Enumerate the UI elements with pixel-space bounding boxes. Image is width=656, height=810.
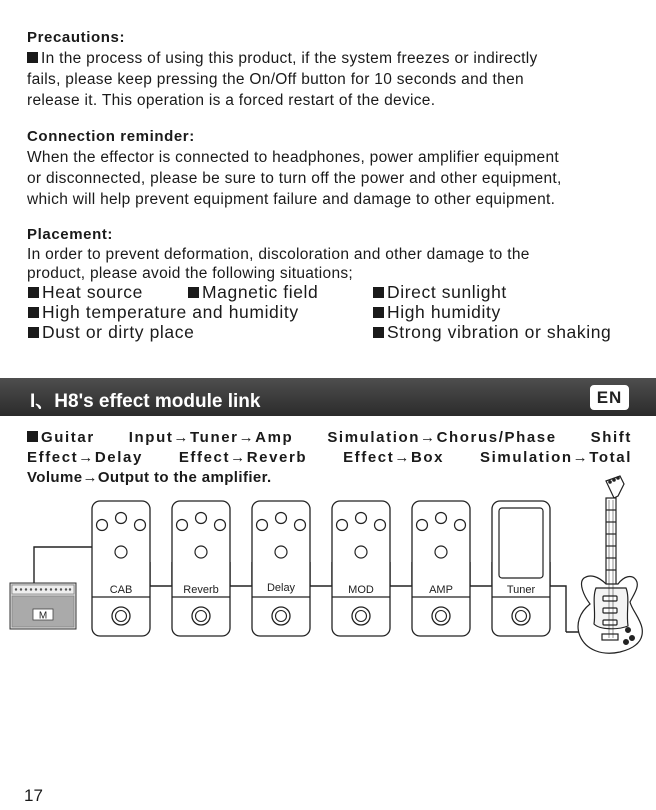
bullet-square — [28, 327, 39, 338]
amp-label: M — [38, 610, 48, 622]
bullet-square — [188, 287, 199, 298]
pedal-label: CAB — [109, 584, 133, 596]
precautions-line: release it. This operation is a forced restart of the device. — [27, 92, 436, 109]
pedal-label: Delay — [266, 582, 296, 594]
precautions-line: In the process of using this product, if the system freezes or indirectly — [41, 50, 538, 67]
connection-line: When the effector is connected to headphones, power amplifier equipment — [27, 149, 559, 166]
chain-line: Volume→Output to the amplifier. — [27, 469, 272, 486]
bullet-square — [28, 307, 39, 318]
page-number: 17 — [24, 786, 43, 805]
bullet-square — [28, 287, 39, 298]
bullet-square — [373, 327, 384, 338]
pedal-cab — [92, 501, 150, 636]
precautions-line: fails, please keep pressing the On/Off button for 10 seconds and then — [27, 71, 524, 88]
condition-item: High temperature and humidity — [28, 302, 299, 322]
bullet-square — [27, 431, 38, 442]
placement-title: Placement: — [27, 226, 114, 243]
condition-item: Heat source — [28, 282, 143, 302]
condition-item: High humidity — [373, 302, 501, 322]
precautions-section — [27, 28, 637, 111]
connection-text — [27, 147, 637, 210]
connection-section — [27, 127, 637, 210]
pedal-tuner — [492, 501, 550, 636]
bullet-square — [373, 287, 384, 298]
precautions-text — [27, 48, 637, 111]
connection-title: Connection reminder: — [27, 128, 195, 145]
connection-line: which will help prevent equipment failure and damage to other equipment. — [27, 191, 556, 208]
placement-line: product, please avoid the following situations; — [27, 265, 354, 282]
amplifier-icon — [10, 583, 76, 629]
section-title: I、H8's effect module link — [30, 391, 261, 412]
pedal-label: MOD — [348, 584, 374, 596]
bullet-square — [373, 307, 384, 318]
section-banner — [0, 378, 656, 416]
connection-line: or disconnected, please be sure to turn off the power and other equipment, — [27, 170, 562, 187]
precautions-title: Precautions: — [27, 29, 126, 46]
language-badge: EN — [590, 385, 629, 410]
bullet-square — [27, 52, 38, 63]
effect-chain-diagram — [0, 470, 656, 770]
pedal-label: Tuner — [506, 584, 536, 596]
pedal-mod — [332, 501, 390, 636]
pedal-label: Reverb — [183, 584, 219, 596]
placement-section — [27, 225, 637, 283]
chain-line: Effect→Delay Effect→Reverb Effect→Box Simulation→Total — [27, 449, 632, 466]
pedal-amp — [412, 501, 470, 636]
guitar-icon — [578, 476, 642, 653]
condition-item: Strong vibration or shaking — [373, 322, 611, 342]
pedal-delay — [252, 501, 310, 636]
placement-text — [27, 245, 637, 283]
chain-line: Guitar Input→Tuner→Amp Simulation→Chorus/Phase Shift — [27, 428, 632, 448]
placement-line: In order to prevent deformation, discoloration and other damage to the — [27, 246, 530, 263]
condition-item: Magnetic field — [188, 282, 318, 302]
condition-item: Direct sunlight — [373, 282, 507, 302]
condition-item: Dust or dirty place — [28, 322, 194, 342]
pedal-label: AMP — [429, 584, 453, 596]
pedal-reverb — [172, 501, 230, 636]
